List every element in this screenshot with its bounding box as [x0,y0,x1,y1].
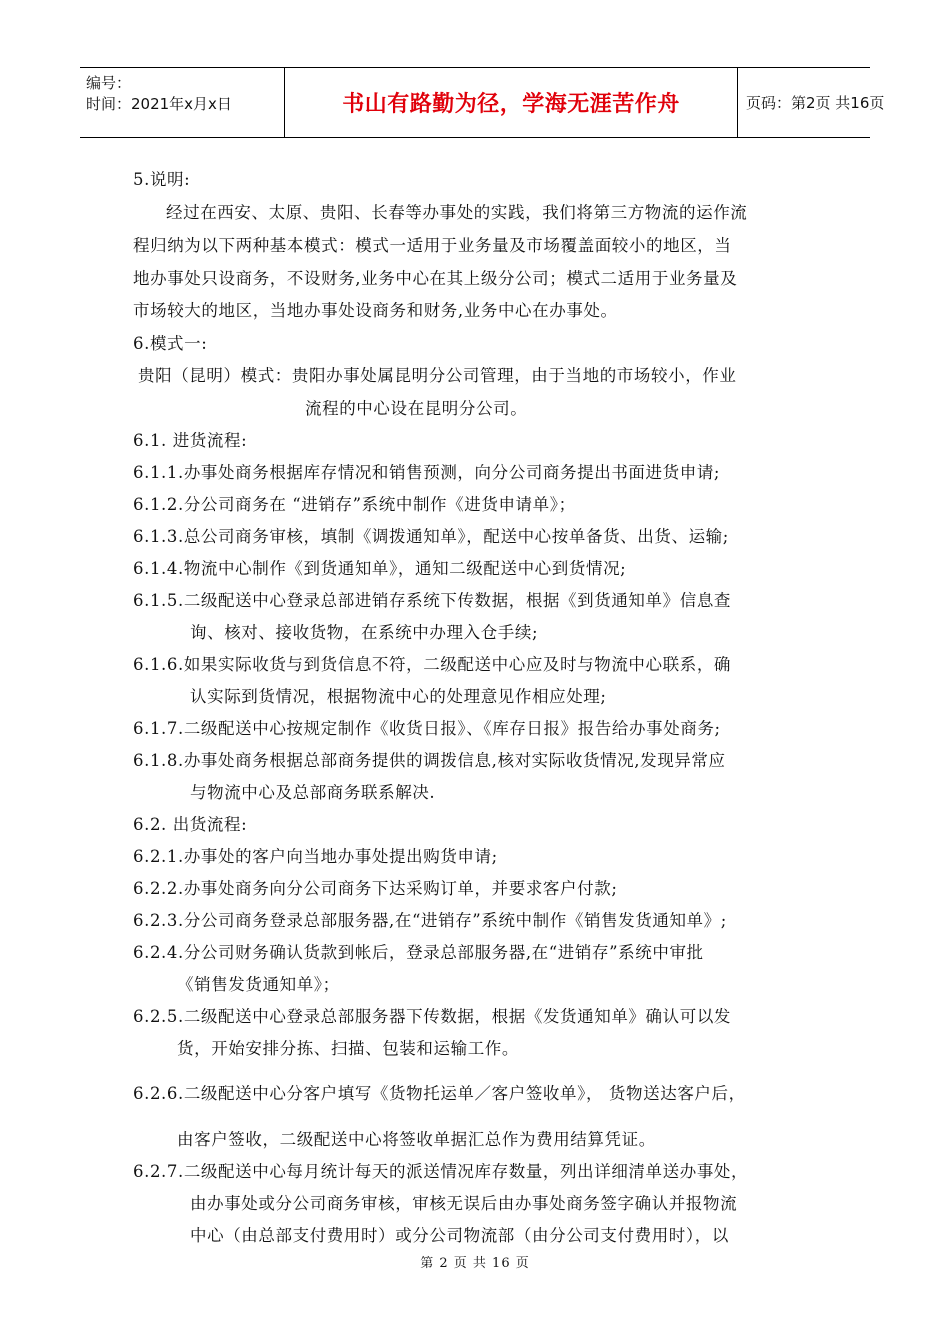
body-line: 6.1.6.如果实际收货与到货信息不符，二级配送中心应及时与物流中心联系，确 [133,655,732,674]
body-line: 经过在西安、太原、贵阳、长春等办事处的实践，我们将第三方物流的运作流 [166,203,748,222]
body-line: 5.说明: [133,170,191,189]
body-line: 地办事处只设商务，不设财务,业务中心在其上级分公司；模式二适用于业务量及 [133,269,738,288]
body-line: 6.2.7.二级配送中心每月统计每天的派送情况库存数量，列出详细清单送办事处， [133,1162,749,1181]
body-line: 贵阳（昆明）模式：贵阳办事处属昆明分公司管理，由于当地的市场较小，作业 [138,366,737,385]
body-line: 货，开始安排分拣、扫描、包装和运输工作。 [177,1039,519,1058]
body-line: 由办事处或分公司商务审核，审核无误后由办事处商务签字确认并报物流 [190,1194,738,1213]
body-line: 6.2. 出货流程: [133,815,248,834]
body-line: 6.1.1.办事处商务根据库存情况和销售预测，向分公司商务提出书面进货申请; [133,463,721,482]
header-meta-cell [80,68,285,137]
body-line: 6.2.3.分公司商务登录总部服务器,在“进销存”系统中制作《销售发货通知单》; [133,911,727,930]
body-line: 6.2.5.二级配送中心登录总部服务器下传数据，根据《发货通知单》确认可以发 [133,1007,732,1026]
body-line: 《销售发货通知单》； [177,975,340,994]
body-line: 6.2.6.二级配送中心分客户填写《货物托运单／客户签收单》， 货物送达客户后， [133,1084,746,1103]
body-line: 认实际到货情况，根据物流中心的处理意见作相应处理; [190,687,607,706]
document-time-label: 时间：2021年x月x日 [86,95,232,113]
page-header [80,67,885,138]
header-page-label: 页码：第2页 共16页 [746,94,885,112]
body-line: 6.模式一: [133,334,208,353]
page-footer: 第 2 页 共 16 页 [420,1256,530,1271]
body-line: 询、核对、接收货物，在系统中办理入仓手续; [190,623,539,642]
body-line: 与物流中心及总部商务联系解决. [190,783,436,802]
body-line: 6.1.2.分公司商务在 “进销存”系统中制作《进货申请单》； [133,495,576,514]
body-line: 6.1. 进货流程: [133,431,248,450]
body-line: 流程的中心设在昆明分公司。 [305,399,528,418]
body-line: 6.2.4.分公司财务确认货款到帐后，登录总部服务器,在“进销存”系统中审批 [133,943,704,962]
body-line: 市场较大的地区，当地办事处设商务和财务,业务中心在办事处。 [133,301,618,320]
body-line: 中心（由总部支付费用时）或分公司物流部（由分公司支付费用时），以 [190,1226,729,1245]
body-line: 6.1.4.物流中心制作《到货通知单》，通知二级配送中心到货情况; [133,559,627,578]
header-motto: 书山有路勤为径，学海无涯苦作舟 [342,92,680,117]
body-line: 由客户签收，二级配送中心将签收单据汇总作为费用结算凭证。 [177,1130,656,1149]
body-line: 6.2.2.办事处商务向分公司商务下达采购订单，并要求客户付款; [133,879,618,898]
body-line: 6.1.5.二级配送中心登录总部进销存系统下传数据，根据《到货通知单》信息查 [133,591,732,610]
body-line: 6.1.8.办事处商务根据总部商务提供的调拨信息,核对实际收货情况,发现异常应 [133,751,726,770]
body-line: 6.2.1.办事处的客户向当地办事处提出购货申请; [133,847,498,866]
header-motto-cell [285,68,738,137]
header-page-cell [738,68,885,137]
body-line: 6.1.3.总公司商务审核，填制《调拨通知单》，配送中心按单备货、出货、运输; [133,527,729,546]
body-line: 程归纳为以下两种基本模式：模式一适用于业务量及市场覆盖面较小的地区，当 [133,236,732,255]
body-line: 6.1.7.二级配送中心按规定制作《收货日报》、《库存日报》报告给办事处商务; [133,719,721,738]
document-number-label: 编号： [86,74,132,92]
